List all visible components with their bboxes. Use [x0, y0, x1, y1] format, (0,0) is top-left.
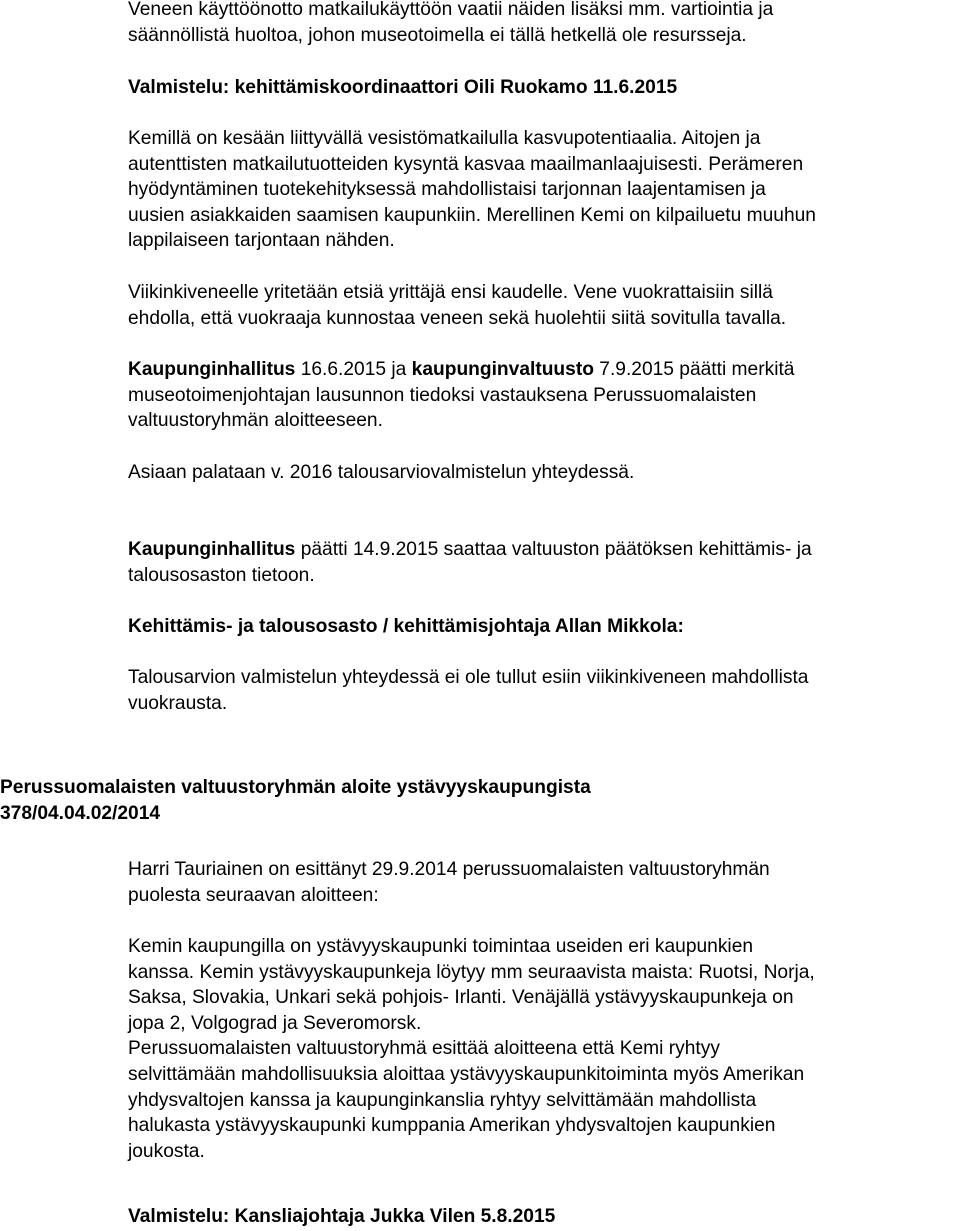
- text-line: selvittämään mahdollisuuksia aloittaa ystävyyskaupunkitoiminta myös Amerikan: [128, 1063, 805, 1085]
- text-line: puolesta seuraavan aloitteen:: [128, 884, 379, 906]
- text-line: ehdolla, että vuokraaja kunnostaa veneen sekä huolehtii siitä sovitulla tavalla.: [128, 307, 787, 329]
- text-line: jopa 2, Volgograd ja Severomorsk.: [128, 1012, 422, 1034]
- preparer-heading: Valmistelu: kehittämiskoordinaattori Oili Ruokamo 11.6.2015: [128, 77, 678, 98]
- text-line: joukosta.: [128, 1140, 205, 1162]
- bold-term: Kaupunginhallitus: [128, 359, 296, 380]
- council-decision-paragraph: [128, 357, 954, 434]
- initiative-body: [128, 934, 954, 1164]
- text-line: talousosaston tietoon.: [128, 564, 315, 586]
- record-number: 378/04.04.02/2014: [0, 802, 161, 824]
- text-line: Veneen käyttöönotto matkailukäyttöön vaatii näiden lisäksi mm. vartiointia ja: [128, 0, 774, 20]
- budget-paragraph: Asiaan palataan v. 2016 talousarviovalmistelun yhteydessä.: [128, 462, 635, 483]
- bold-term: kaupunginvaltuusto: [411, 359, 594, 380]
- text-line: säännöllistä huoltoa, johon museotoimella ei tällä hetkellä ole resursseja.: [128, 24, 747, 46]
- text-line: uusien asiakkaiden saamisen kaupunkiin. Merellinen Kemi on kilpailuetu muuhun: [128, 204, 816, 226]
- text-line: Harri Tauriainen on esittänyt 29.9.2014 perussuomalaisten valtuustoryhmän: [128, 859, 770, 880]
- text-line: kanssa. Kemin ystävyyskaupunkeja löytyy mm seuraavista maista: Ruotsi, Norja,: [128, 961, 815, 983]
- text-line: hyödyntäminen tuotekehityksessä mahdollistaisi tarjonnan laajentamisen ja: [128, 179, 766, 201]
- text-line: museotoimenjohtajan lausunnon tiedoksi vastauksena Perussuomalaisten: [128, 384, 757, 406]
- text-line: vuokrausta.: [128, 692, 228, 714]
- text-span: päätti 14.9.2015 saattaa valtuuston päätöksen kehittämis- ja: [295, 539, 812, 560]
- bold-term: Kaupunginhallitus: [128, 539, 296, 560]
- text-line: [128, 357, 954, 383]
- title-line: Perussuomalaisten valtuustoryhmän aloite ystävyyskaupungista: [0, 777, 591, 798]
- rental-paragraph: [128, 665, 954, 716]
- entrepreneur-paragraph: [128, 280, 954, 331]
- text-line: yhdysvaltojen kanssa ja kaupunginkanslia ryhtyy selvittämään mahdollista: [128, 1089, 757, 1111]
- board-decision-paragraph: [128, 537, 954, 588]
- initiative-title: [0, 775, 826, 826]
- text-line: Saksa, Slovakia, Unkari sekä pohjois- Irlanti. Venäjällä ystävyyskaupunkeja on: [128, 987, 794, 1009]
- text-line: Talousarvion valmistelun yhteydessä ei ole tullut esiin viikinkiveneen mahdollista: [128, 667, 809, 688]
- submitter-paragraph: [128, 857, 954, 908]
- text-span: 7.9.2015 päätti merkitä: [593, 359, 795, 380]
- text-line: Kemillä on kesään liittyvällä vesistömatkailulla kasvupotentiaalia. Aitojen ja: [128, 128, 761, 149]
- text-line: Kemin kaupungilla on ystävyyskaupunki toimintaa useiden eri kaupunkien: [128, 936, 754, 957]
- department-heading: Kehittämis- ja talousosasto / kehittämisjohtaja Allan Mikkola:: [128, 616, 684, 637]
- text-line: halukasta ystävyyskaupunki kumppania Amerikan yhdysvaltojen kaupunkien: [128, 1115, 776, 1137]
- text-line: Perussuomalaisten valtuustoryhmä esittää aloitteena että Kemi ryhtyy: [128, 1038, 720, 1060]
- text-line: autenttisten matkailutuotteiden kysyntä kasvaa maailmanlaajuisesti. Perämeren: [128, 153, 804, 175]
- text-span: 16.6.2015 ja: [295, 359, 412, 380]
- text-line: lappilaiseen tarjontaan nähden.: [128, 230, 395, 252]
- preparer-heading: Valmistelu: Kansliajohtaja Jukka Vilen 5.8.2015: [128, 1206, 556, 1227]
- intro-paragraph: [128, 0, 954, 48]
- text-line: [128, 537, 954, 563]
- growth-paragraph: [128, 126, 954, 254]
- text-line: Viikinkiveneelle yritetään etsiä yrittäjä ensi kaudelle. Vene vuokrattaisiin sillä: [128, 282, 773, 303]
- text-line: valtuustoryhmän aloitteeseen.: [128, 410, 383, 432]
